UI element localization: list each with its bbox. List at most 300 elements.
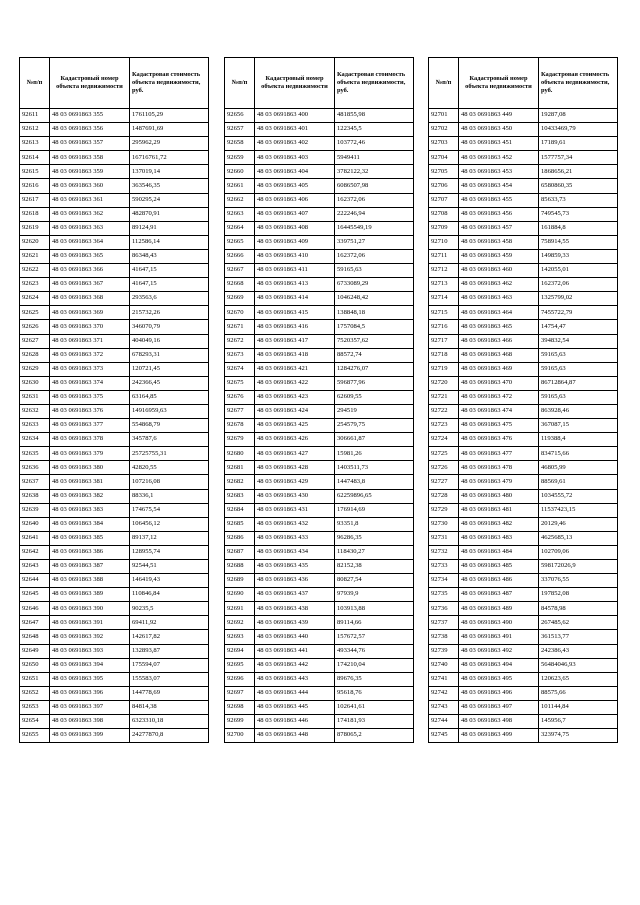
- cell-cadastral-value: 162372,06: [335, 193, 414, 207]
- cell-cadastral-number: 48 03 0691863 432: [255, 517, 335, 531]
- cell-cadastral-value: 345787,6: [130, 433, 209, 447]
- table-row: [225, 404, 414, 418]
- cell-row-number: 92630: [20, 376, 50, 390]
- table-row: [20, 489, 209, 503]
- cell-cadastral-number: 48 03 0691863 388: [50, 574, 130, 588]
- cell-cadastral-number: 48 03 0691863 484: [459, 545, 539, 559]
- table-row: [20, 109, 209, 123]
- cell-cadastral-number: 48 03 0691863 368: [50, 292, 130, 306]
- cell-cadastral-number: 48 03 0691863 398: [50, 715, 130, 729]
- table-row: [429, 264, 618, 278]
- cell-row-number: 92700: [225, 729, 255, 743]
- table-row: [225, 306, 414, 320]
- cell-cadastral-value: 176914,69: [335, 503, 414, 517]
- cell-row-number: 92711: [429, 249, 459, 263]
- cell-row-number: 92655: [20, 729, 50, 743]
- cell-cadastral-number: 48 03 0691863 494: [459, 658, 539, 672]
- cell-row-number: 92699: [225, 715, 255, 729]
- cell-cadastral-value: 174210,04: [335, 658, 414, 672]
- table-row: [429, 390, 618, 404]
- cell-cadastral-number: 48 03 0691863 376: [50, 404, 130, 418]
- table-row: [429, 630, 618, 644]
- cell-cadastral-value: 89676,35: [335, 672, 414, 686]
- cell-cadastral-number: 48 03 0691863 441: [255, 644, 335, 658]
- cell-cadastral-value: 62259896,65: [335, 489, 414, 503]
- cell-cadastral-value: 5949411: [335, 151, 414, 165]
- table-row: [429, 658, 618, 672]
- cell-cadastral-value: 339751,27: [335, 235, 414, 249]
- cell-cadastral-number: 48 03 0691863 464: [459, 306, 539, 320]
- cell-cadastral-number: 48 03 0691863 495: [459, 672, 539, 686]
- table-row: [225, 419, 414, 433]
- table-row: [225, 630, 414, 644]
- table-row: [20, 503, 209, 517]
- cell-row-number: 92726: [429, 461, 459, 475]
- table-row: [429, 517, 618, 531]
- cell-row-number: 92654: [20, 715, 50, 729]
- cell-cadastral-value: 42820,55: [130, 461, 209, 475]
- cell-row-number: 92682: [225, 475, 255, 489]
- cell-row-number: 92720: [429, 376, 459, 390]
- cell-row-number: 92702: [429, 123, 459, 137]
- cell-cadastral-value: 142617,82: [130, 630, 209, 644]
- cell-cadastral-value: 6323310,18: [130, 715, 209, 729]
- table-row: [225, 560, 414, 574]
- cell-row-number: 92656: [225, 109, 255, 123]
- cell-row-number: 92714: [429, 292, 459, 306]
- table-row: [429, 278, 618, 292]
- cell-cadastral-value: 554868,79: [130, 419, 209, 433]
- cell-cadastral-number: 48 03 0691863 385: [50, 531, 130, 545]
- cell-cadastral-number: 48 03 0691863 443: [255, 672, 335, 686]
- cell-cadastral-value: 112586,14: [130, 235, 209, 249]
- cell-cadastral-value: 89137,12: [130, 531, 209, 545]
- cell-row-number: 92665: [225, 235, 255, 249]
- cell-cadastral-number: 48 03 0691863 457: [459, 221, 539, 235]
- table-row: [225, 390, 414, 404]
- cell-cadastral-value: 1577757,34: [539, 151, 618, 165]
- cell-row-number: 92634: [20, 433, 50, 447]
- cell-cadastral-value: 88336,1: [130, 489, 209, 503]
- cell-cadastral-value: 323974,75: [539, 729, 618, 743]
- cell-cadastral-value: 367087,15: [539, 419, 618, 433]
- cell-cadastral-number: 48 03 0691863 364: [50, 235, 130, 249]
- table-row: [429, 574, 618, 588]
- table-row: [20, 531, 209, 545]
- cell-cadastral-value: 337076,55: [539, 574, 618, 588]
- cell-row-number: 92723: [429, 419, 459, 433]
- cell-cadastral-number: 48 03 0691863 355: [50, 109, 130, 123]
- cell-row-number: 92633: [20, 419, 50, 433]
- cell-cadastral-number: 48 03 0691863 462: [459, 278, 539, 292]
- cell-cadastral-number: 48 03 0691863 434: [255, 545, 335, 559]
- cell-cadastral-value: 59165,63: [539, 348, 618, 362]
- table-row: [429, 447, 618, 461]
- cell-cadastral-value: 404049,16: [130, 334, 209, 348]
- cell-cadastral-value: 346070,79: [130, 320, 209, 334]
- cell-cadastral-number: 48 03 0691863 360: [50, 179, 130, 193]
- table-row: [429, 362, 618, 376]
- table-row: [429, 193, 618, 207]
- cell-row-number: 92663: [225, 207, 255, 221]
- table-row: [20, 376, 209, 390]
- cell-cadastral-value: 20129,46: [539, 517, 618, 531]
- table-row: [225, 672, 414, 686]
- cell-row-number: 92650: [20, 658, 50, 672]
- cell-cadastral-number: 48 03 0691863 430: [255, 489, 335, 503]
- cell-cadastral-value: 1757084,5: [335, 320, 414, 334]
- cell-row-number: 92705: [429, 165, 459, 179]
- cell-cadastral-number: 48 03 0691863 363: [50, 221, 130, 235]
- cell-row-number: 92691: [225, 602, 255, 616]
- table-row: [225, 320, 414, 334]
- table-row: [20, 715, 209, 729]
- cell-cadastral-value: 749545,73: [539, 207, 618, 221]
- cell-cadastral-number: 48 03 0691863 410: [255, 249, 335, 263]
- cell-cadastral-value: 10433469,79: [539, 123, 618, 137]
- cell-cadastral-number: 48 03 0691863 396: [50, 686, 130, 700]
- cell-row-number: 92687: [225, 545, 255, 559]
- cell-cadastral-value: 878065,2: [335, 729, 414, 743]
- table-row: [429, 616, 618, 630]
- table-row: [20, 672, 209, 686]
- table-header-row: [429, 58, 618, 109]
- cell-cadastral-number: 48 03 0691863 378: [50, 433, 130, 447]
- cell-cadastral-number: 48 03 0691863 428: [255, 461, 335, 475]
- table-row: [225, 179, 414, 193]
- cell-cadastral-value: 102641,61: [335, 700, 414, 714]
- cell-cadastral-number: 48 03 0691863 487: [459, 588, 539, 602]
- cell-cadastral-number: 48 03 0691863 442: [255, 658, 335, 672]
- table-row: [429, 700, 618, 714]
- table-row: [429, 334, 618, 348]
- cell-row-number: 92739: [429, 644, 459, 658]
- cell-row-number: 92613: [20, 137, 50, 151]
- table-row: [20, 419, 209, 433]
- table-row: [20, 123, 209, 137]
- cell-cadastral-value: 89124,91: [130, 221, 209, 235]
- cell-row-number: 92651: [20, 672, 50, 686]
- cell-row-number: 92710: [429, 235, 459, 249]
- table-row: [20, 644, 209, 658]
- table-row: [429, 179, 618, 193]
- cell-cadastral-number: 48 03 0691863 418: [255, 348, 335, 362]
- cell-cadastral-number: 48 03 0691863 367: [50, 278, 130, 292]
- cell-row-number: 92693: [225, 630, 255, 644]
- cell-row-number: 92639: [20, 503, 50, 517]
- table-row: [225, 376, 414, 390]
- cell-cadastral-number: 48 03 0691863 384: [50, 517, 130, 531]
- col-header-no: №п/п: [429, 58, 459, 109]
- table-row: [225, 123, 414, 137]
- table-row: [225, 616, 414, 630]
- cell-cadastral-value: 142055,01: [539, 264, 618, 278]
- cell-row-number: 92620: [20, 235, 50, 249]
- cadastral-table-1: [19, 57, 209, 743]
- cell-cadastral-value: 863928,46: [539, 404, 618, 418]
- cell-row-number: 92716: [429, 320, 459, 334]
- cell-cadastral-number: 48 03 0691863 480: [459, 489, 539, 503]
- cell-row-number: 92741: [429, 672, 459, 686]
- table-row: [225, 686, 414, 700]
- cell-cadastral-number: 48 03 0691863 381: [50, 475, 130, 489]
- cell-row-number: 92640: [20, 517, 50, 531]
- cell-cadastral-number: 48 03 0691863 359: [50, 165, 130, 179]
- cell-row-number: 92694: [225, 644, 255, 658]
- cell-row-number: 92658: [225, 137, 255, 151]
- table-row: [20, 264, 209, 278]
- cell-cadastral-number: 48 03 0691863 459: [459, 249, 539, 263]
- cell-cadastral-value: 363546,35: [130, 179, 209, 193]
- cell-cadastral-number: 48 03 0691863 386: [50, 545, 130, 559]
- cell-cadastral-number: 48 03 0691863 448: [255, 729, 335, 743]
- cell-row-number: 92669: [225, 292, 255, 306]
- cell-cadastral-number: 48 03 0691863 470: [459, 376, 539, 390]
- cell-cadastral-number: 48 03 0691863 389: [50, 588, 130, 602]
- cell-row-number: 92632: [20, 404, 50, 418]
- cell-cadastral-value: 144778,69: [130, 686, 209, 700]
- cell-cadastral-value: 1325799,02: [539, 292, 618, 306]
- cell-cadastral-number: 48 03 0691863 472: [459, 390, 539, 404]
- cell-cadastral-number: 48 03 0691863 382: [50, 489, 130, 503]
- cell-cadastral-number: 48 03 0691863 446: [255, 715, 335, 729]
- cell-row-number: 92721: [429, 390, 459, 404]
- table-row: [429, 292, 618, 306]
- cell-row-number: 92678: [225, 419, 255, 433]
- cell-row-number: 92659: [225, 151, 255, 165]
- cell-cadastral-value: 132893,87: [130, 644, 209, 658]
- cell-row-number: 92673: [225, 348, 255, 362]
- cell-cadastral-number: 48 03 0691863 491: [459, 630, 539, 644]
- cell-row-number: 92657: [225, 123, 255, 137]
- cell-cadastral-number: 48 03 0691863 390: [50, 602, 130, 616]
- table-row: [429, 503, 618, 517]
- cell-cadastral-value: 95618,76: [335, 686, 414, 700]
- cell-cadastral-value: 96286,35: [335, 531, 414, 545]
- cell-cadastral-value: 80827,54: [335, 574, 414, 588]
- cell-cadastral-number: 48 03 0691863 393: [50, 644, 130, 658]
- col-header-cadastral-number: Кадастровый номер объекта недвижимости: [459, 58, 539, 109]
- table-row: [20, 700, 209, 714]
- cell-cadastral-number: 48 03 0691863 356: [50, 123, 130, 137]
- table-row: [225, 644, 414, 658]
- cell-row-number: 92662: [225, 193, 255, 207]
- table-row: [20, 545, 209, 559]
- cell-row-number: 92619: [20, 221, 50, 235]
- cell-row-number: 92732: [429, 545, 459, 559]
- cell-cadastral-value: 46805,99: [539, 461, 618, 475]
- cell-cadastral-number: 48 03 0691863 369: [50, 306, 130, 320]
- cell-cadastral-value: 293563,6: [130, 292, 209, 306]
- cell-cadastral-value: 88575,66: [539, 686, 618, 700]
- cell-cadastral-value: 97939,9: [335, 588, 414, 602]
- cell-cadastral-number: 48 03 0691863 439: [255, 616, 335, 630]
- table-row: [20, 616, 209, 630]
- cell-row-number: 92685: [225, 517, 255, 531]
- cell-cadastral-value: 1868656,21: [539, 165, 618, 179]
- cell-row-number: 92735: [429, 588, 459, 602]
- cell-cadastral-value: 215732,26: [130, 306, 209, 320]
- cell-cadastral-value: 118430,27: [335, 545, 414, 559]
- cell-row-number: 92744: [429, 715, 459, 729]
- table-row: [20, 630, 209, 644]
- table-row: [20, 179, 209, 193]
- table-row: [20, 517, 209, 531]
- cell-cadastral-number: 48 03 0691863 407: [255, 207, 335, 221]
- cell-cadastral-number: 48 03 0691863 372: [50, 348, 130, 362]
- cell-cadastral-number: 48 03 0691863 460: [459, 264, 539, 278]
- cell-row-number: 92628: [20, 348, 50, 362]
- cell-cadastral-value: 295962,29: [130, 137, 209, 151]
- table-row: [225, 249, 414, 263]
- cell-cadastral-number: 48 03 0691863 397: [50, 700, 130, 714]
- table-row: [225, 362, 414, 376]
- table-row: [20, 249, 209, 263]
- col-header-cadastral-value: Кадастровая стоимость объекта недвижимости, руб.: [335, 58, 414, 109]
- cell-cadastral-value: 493344,76: [335, 644, 414, 658]
- cell-cadastral-number: 48 03 0691863 474: [459, 404, 539, 418]
- cell-row-number: 92731: [429, 531, 459, 545]
- cell-cadastral-number: 48 03 0691863 435: [255, 560, 335, 574]
- cell-cadastral-number: 48 03 0691863 401: [255, 123, 335, 137]
- table-row: [225, 715, 414, 729]
- cell-row-number: 92697: [225, 686, 255, 700]
- cell-cadastral-number: 48 03 0691863 479: [459, 475, 539, 489]
- cell-cadastral-number: 48 03 0691863 436: [255, 574, 335, 588]
- cell-row-number: 92709: [429, 221, 459, 235]
- table-row: [225, 278, 414, 292]
- cell-row-number: 92638: [20, 489, 50, 503]
- table-row: [20, 278, 209, 292]
- cell-cadastral-value: 15981,26: [335, 447, 414, 461]
- cell-cadastral-value: 84814,38: [130, 700, 209, 714]
- cell-row-number: 92688: [225, 560, 255, 574]
- table-row: [225, 700, 414, 714]
- cell-cadastral-value: 6580860,35: [539, 179, 618, 193]
- cell-cadastral-number: 48 03 0691863 485: [459, 560, 539, 574]
- table-row: [225, 235, 414, 249]
- table-row: [429, 644, 618, 658]
- cell-cadastral-value: 361513,77: [539, 630, 618, 644]
- cell-cadastral-value: 482870,91: [130, 207, 209, 221]
- table-row: [225, 151, 414, 165]
- cell-cadastral-value: 254579,75: [335, 419, 414, 433]
- cell-row-number: 92681: [225, 461, 255, 475]
- table-row: [20, 475, 209, 489]
- cell-row-number: 92648: [20, 630, 50, 644]
- cell-cadastral-value: 56484046,93: [539, 658, 618, 672]
- table-row: [429, 123, 618, 137]
- table-row: [20, 560, 209, 574]
- cell-row-number: 92660: [225, 165, 255, 179]
- table-row: [20, 433, 209, 447]
- cell-cadastral-number: 48 03 0691863 406: [255, 193, 335, 207]
- cell-row-number: 92701: [429, 109, 459, 123]
- table-header-row: [225, 58, 414, 109]
- cell-row-number: 92698: [225, 700, 255, 714]
- cell-cadastral-value: 1284276,07: [335, 362, 414, 376]
- cell-cadastral-number: 48 03 0691863 404: [255, 165, 335, 179]
- cell-cadastral-number: 48 03 0691863 413: [255, 278, 335, 292]
- table-row: [429, 545, 618, 559]
- cell-row-number: 92713: [429, 278, 459, 292]
- cell-cadastral-number: 48 03 0691863 437: [255, 588, 335, 602]
- cell-cadastral-value: 16445549,19: [335, 221, 414, 235]
- cell-cadastral-value: 84578,98: [539, 602, 618, 616]
- cell-cadastral-number: 48 03 0691863 451: [459, 137, 539, 151]
- cell-row-number: 92733: [429, 560, 459, 574]
- cell-cadastral-value: 1487691,69: [130, 123, 209, 137]
- cell-cadastral-value: 101144,84: [539, 700, 618, 714]
- table-row: [429, 489, 618, 503]
- cell-row-number: 92668: [225, 278, 255, 292]
- table-row: [225, 348, 414, 362]
- col-header-cadastral-value: Кадастровая стоимость объекта недвижимости, руб.: [130, 58, 209, 109]
- cell-cadastral-value: 128955,74: [130, 545, 209, 559]
- cell-cadastral-number: 48 03 0691863 496: [459, 686, 539, 700]
- table-row: [225, 729, 414, 743]
- col-header-no: №п/п: [225, 58, 255, 109]
- table-row: [429, 560, 618, 574]
- table-row: [429, 686, 618, 700]
- table-row: [20, 320, 209, 334]
- cell-cadastral-number: 48 03 0691863 402: [255, 137, 335, 151]
- cell-cadastral-number: 48 03 0691863 399: [50, 729, 130, 743]
- table-row: [429, 602, 618, 616]
- cell-cadastral-value: 119388,4: [539, 433, 618, 447]
- cell-row-number: 92614: [20, 151, 50, 165]
- cell-row-number: 92625: [20, 306, 50, 320]
- cell-row-number: 92623: [20, 278, 50, 292]
- cell-row-number: 92611: [20, 109, 50, 123]
- cell-cadastral-number: 48 03 0691863 489: [459, 602, 539, 616]
- cell-cadastral-number: 48 03 0691863 444: [255, 686, 335, 700]
- cell-row-number: 92635: [20, 447, 50, 461]
- table-row: [225, 658, 414, 672]
- cell-row-number: 92642: [20, 545, 50, 559]
- cell-cadastral-number: 48 03 0691863 465: [459, 320, 539, 334]
- cell-cadastral-number: 48 03 0691863 452: [459, 151, 539, 165]
- cell-row-number: 92719: [429, 362, 459, 376]
- table-row: [225, 137, 414, 151]
- cell-cadastral-number: 48 03 0691863 414: [255, 292, 335, 306]
- cell-cadastral-value: 242366,45: [130, 376, 209, 390]
- table-row: [20, 574, 209, 588]
- cell-cadastral-number: 48 03 0691863 371: [50, 334, 130, 348]
- table-row: [429, 306, 618, 320]
- table-row: [225, 545, 414, 559]
- cell-row-number: 92631: [20, 390, 50, 404]
- cell-row-number: 92647: [20, 616, 50, 630]
- table-row: [429, 588, 618, 602]
- cell-cadastral-number: 48 03 0691863 481: [459, 503, 539, 517]
- cell-cadastral-number: 48 03 0691863 477: [459, 447, 539, 461]
- cell-cadastral-value: 758914,55: [539, 235, 618, 249]
- cell-cadastral-value: 41647,15: [130, 278, 209, 292]
- cell-row-number: 92646: [20, 602, 50, 616]
- table-row: [20, 151, 209, 165]
- cell-row-number: 92622: [20, 264, 50, 278]
- cell-cadastral-value: 242386,43: [539, 644, 618, 658]
- cell-cadastral-value: 481855,98: [335, 109, 414, 123]
- cell-cadastral-number: 48 03 0691863 408: [255, 221, 335, 235]
- cell-row-number: 92644: [20, 574, 50, 588]
- cell-row-number: 92715: [429, 306, 459, 320]
- cell-cadastral-value: 17189,61: [539, 137, 618, 151]
- cell-row-number: 92734: [429, 574, 459, 588]
- cell-cadastral-value: 3782122,32: [335, 165, 414, 179]
- cell-cadastral-number: 48 03 0691863 421: [255, 362, 335, 376]
